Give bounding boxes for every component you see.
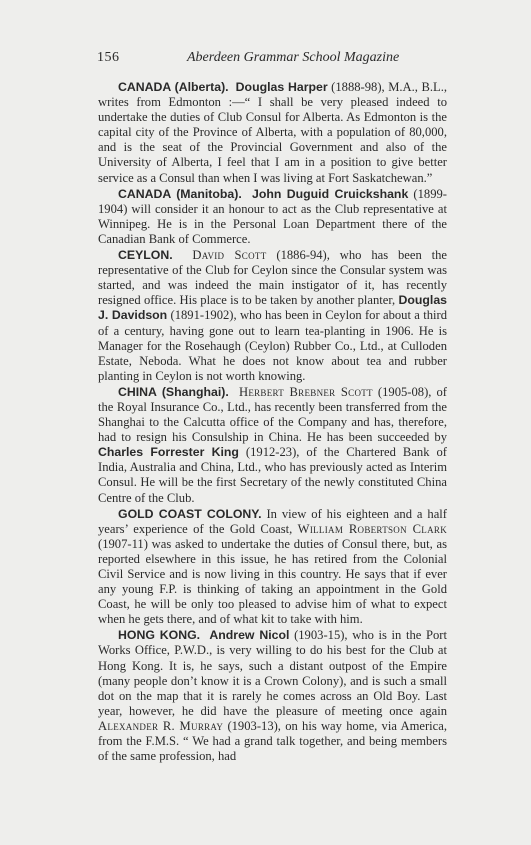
paragraph-canada-manitoba	[98, 187, 447, 247]
person-name: Andrew Nicol	[209, 628, 290, 643]
person-name-smallcaps: Alexander R. Murray	[98, 718, 224, 733]
section-heading: HONG KONG.	[118, 628, 201, 643]
paragraph-text: (1888-98), M.A., B.L., writes from Edmonton :—“ I shall be very pleased indeed to undertake the duties of Club Consul for Alberta. As Edmonton is the capital city of the Province of Alberta, with a population of 80,000, and is the seat of the Provincial Government and also of the University of Alberta, I feel that I am in a position to give better service as a Consul than when I was living at Fort Saskatchewan.”	[98, 80, 448, 185]
paragraph-text: (1903-15), who is in the Port Works Office, P.W.D., is very willing to do his best for the Club at Hong Kong. It is, he says, such a distant outpost of the Empire (many people don’t know it is a Crown Colony), and is such a small dot on the map that it is rarely he comes across an Old Boy. Last year, however, he did have the pleasure of meeting once again	[98, 628, 447, 718]
person-name-smallcaps: Herbert Brebner Scott	[238, 384, 373, 399]
section-heading: CHINA (Shanghai).	[118, 384, 229, 399]
paragraph-text: (1907-11) was asked to undertake the duties of Consul there, but, as reported elsewhere in this issue, he has retired from the Colonial Civil Service and is now living in this country. He says that if ever any young F.P. is thinking of taking an appointment in the Gold Coast, he will be only too pleased to advise him of what to expect when he gets there, and of what kit to take with him.	[98, 536, 447, 627]
paragraph-text: (1891-1902), who has been in Ceylon for about a third of a century, having gone out to learn tea-planting in 1906. He is Manager for the Rosehaugh (Ceylon) Rubber Co., Ltd., at Culloden Estate, Neboda. What he does not know about tea and rubber planting in Ceylon is not worth knowing.	[98, 308, 447, 383]
page-header	[97, 50, 447, 72]
person-name-smallcaps: William Robertson Clark	[297, 521, 447, 536]
person-name: Charles Forrester King	[98, 445, 239, 460]
paragraph-ceylon	[98, 248, 447, 384]
section-heading: CEYLON.	[118, 248, 173, 263]
paragraph-text: (1912-23), of the Chartered Bank of India, Australia and China, Ltd., who has previously acted as Interim Consul. He will be the first Secretary of the newly constituted China Centre of the Club.	[98, 445, 447, 505]
section-heading: CANADA (Manitoba).	[118, 186, 242, 201]
page-number: 156	[97, 50, 120, 65]
person-name-smallcaps: David Scott	[192, 248, 267, 263]
section-heading: GOLD COAST COLONY.	[118, 506, 262, 521]
article-body	[98, 80, 447, 765]
paragraph-text: (1886-94), who has been the representative of the Club for Ceylon since the Consular system was started, and was indeed the main instigator of it, has recently resigned office. His place is to be taken by another planter,	[98, 248, 447, 308]
paragraph-canada-alberta	[98, 80, 447, 186]
paragraph-gold-coast	[98, 507, 447, 628]
paragraph-china	[98, 385, 447, 506]
running-title: Aberdeen Grammar School Magazine	[187, 50, 400, 65]
paragraph-text: (1903-13), on his way home, via America, from the F.M.S. “ We had a grand talk together, and being members of the same profession, had	[98, 718, 447, 764]
person-name: Douglas J. Davidson	[98, 293, 447, 323]
paragraph-text: (1899-1904) will consider it an honour to act as the Club representative at Winnipeg. He is in the Personal Loan Department there of the Canadian Bank of Commerce.	[98, 186, 447, 246]
section-heading: CANADA (Alberta).	[118, 80, 229, 94]
paragraph-hong-kong	[98, 628, 447, 764]
person-name: John Duguid Cruickshank	[252, 186, 409, 201]
person-name: Douglas Harper	[235, 80, 328, 94]
paragraph-text: (1905-08), of the Royal Insurance Co., Ltd., has recently been transferred from the Shanghai to the Calcutta office of the Company and has, therefore, had to resign his Consulship in China. He has been succeeded by	[98, 384, 447, 445]
paragraph-text: In view of his eighteen and a half years’ experience of the Gold Coast,	[98, 506, 447, 536]
